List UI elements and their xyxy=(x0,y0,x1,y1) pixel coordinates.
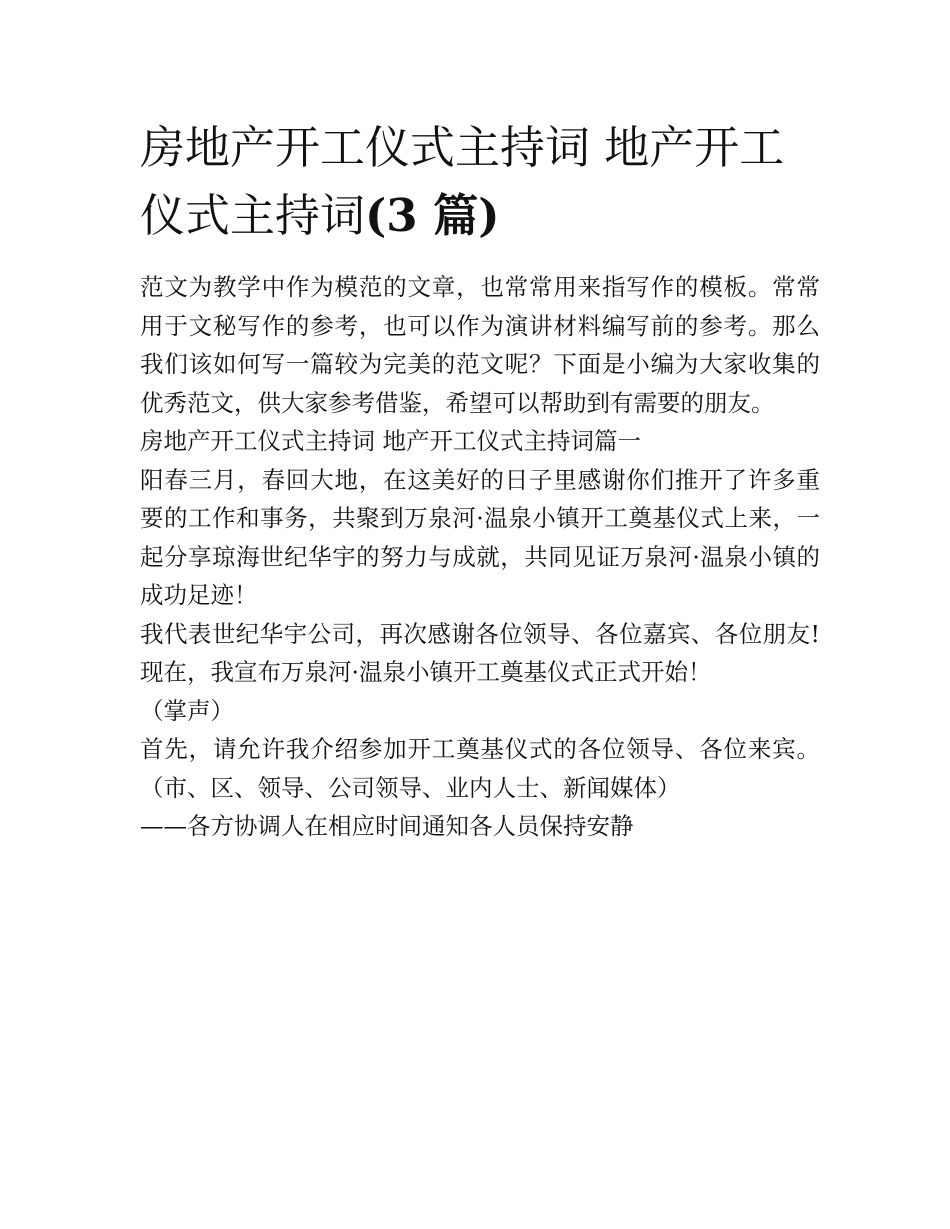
coordinator-note: ——各方协调人在相应时间通知各人员保持安静 xyxy=(140,812,634,840)
thanks-paragraph: 我代表世纪华宇公司，再次感谢各位领导、各位嘉宾、各位朋友! 现在，我宣布万泉河·温泉小镇开工奠基仪式正式开始！ xyxy=(140,619,820,686)
document-title xyxy=(140,114,820,250)
applause-note: （掌声） xyxy=(140,696,234,725)
introduction-paragraph: 首先，请允许我介绍参加开工奠基仪式的各位领导、各位来宾。（市、区、领导、公司领导、业内人士、新闻媒体） xyxy=(140,735,820,802)
intro-paragraph: 范文为教学中作为模范的文章，也常常用来指写作的模板。常常用于文秘写作的参考，也可以作为演讲材料编写前的参考。那么我们该如何写一篇较为完美的范文呢？下面是小编为大家收集的优秀范文，供大家参考借鉴，希望可以帮助到有需要的朋友。 xyxy=(140,273,820,417)
document-body xyxy=(140,114,820,846)
opening-paragraph: 阳春三月，春回大地，在这美好的日子里感谢你们推开了许多重要的工作和事务，共聚到万泉河·温泉小镇开工奠基仪式上来，一起分享琼海世纪华宇的努力与成就，共同见证万泉河·温泉小镇的成功足迹！ xyxy=(140,465,820,609)
title-main: 房地产开工仪式主持词 地产开工仪式主持词 xyxy=(140,121,785,242)
section-heading: 房地产开工仪式主持词 地产开工仪式主持词篇一 xyxy=(140,427,641,455)
title-suffix: (3 篇) xyxy=(365,189,500,242)
